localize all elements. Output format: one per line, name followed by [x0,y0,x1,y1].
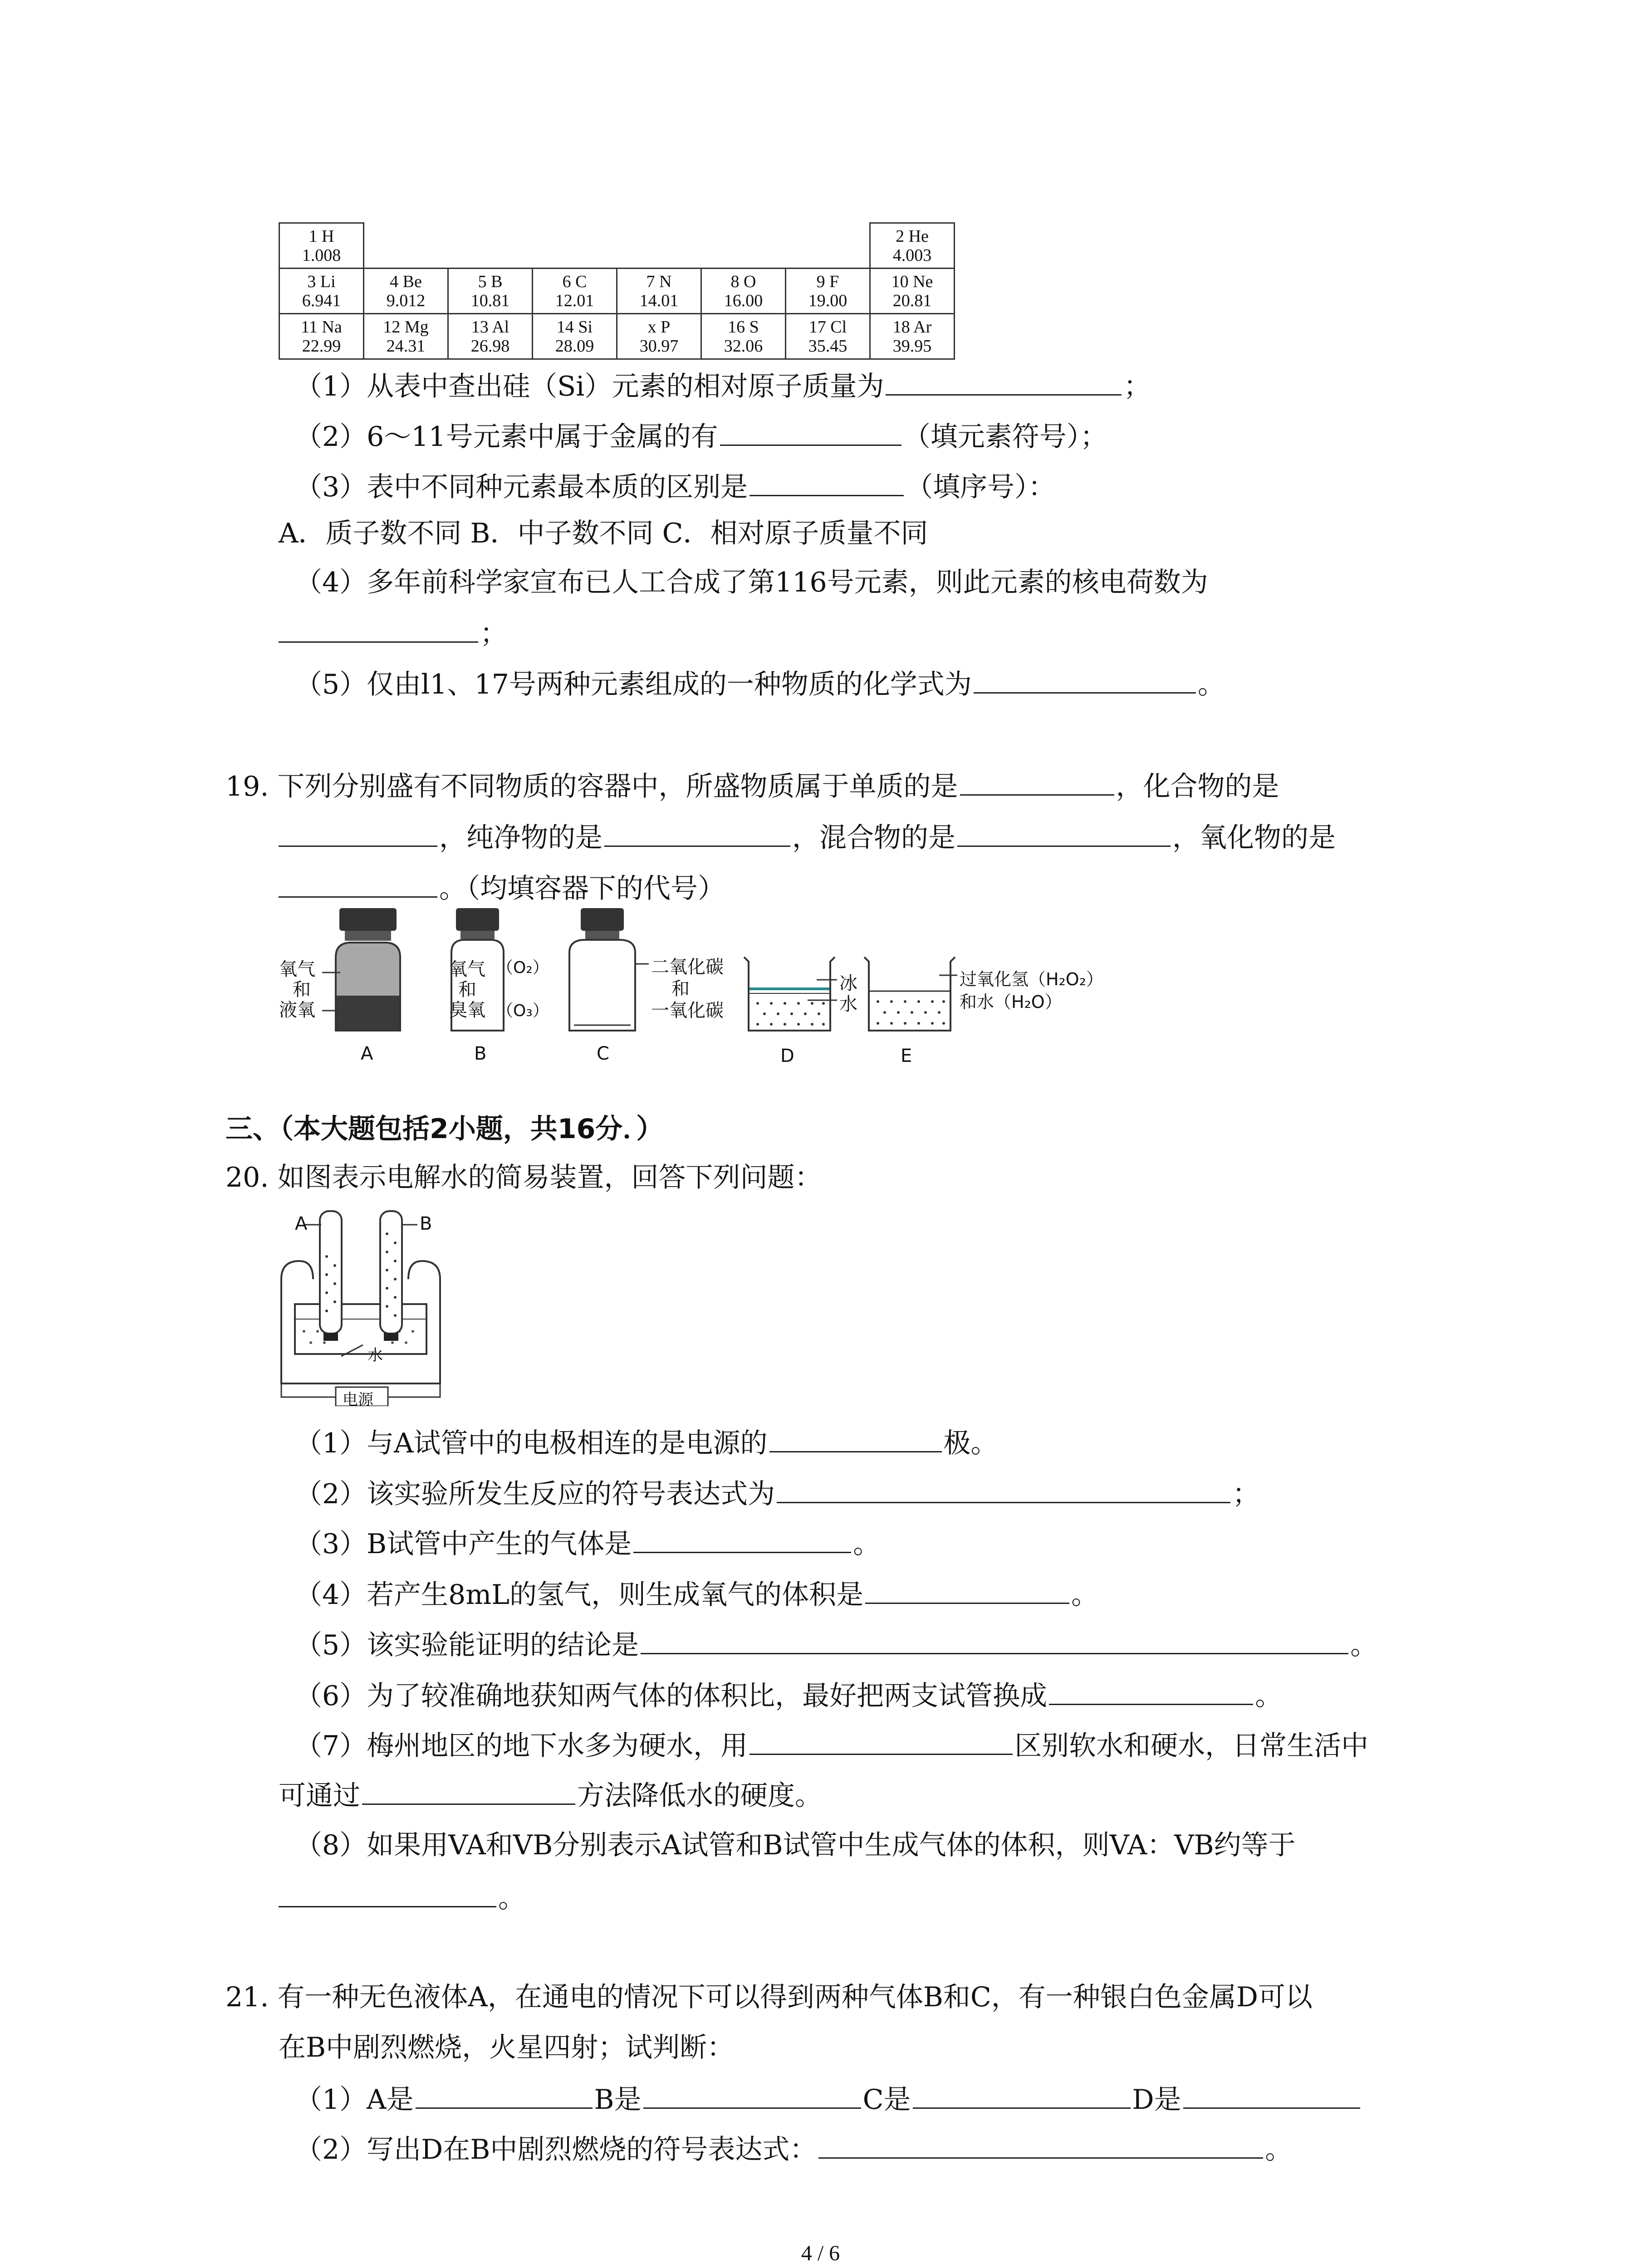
answer-blank[interactable] [643,2082,861,2109]
label-c1: 二氧化碳 [651,957,724,978]
q20-part1: （1）与A试管中的电极相连的是电源的 极。 [295,1426,998,1460]
label-a: A [361,1043,373,1064]
answer-blank[interactable] [633,1526,851,1553]
answer-blank[interactable] [1183,2082,1360,2109]
element-cell: 7 N 14.01 [617,269,701,314]
tube-a [320,1211,342,1341]
bottle-a [322,908,400,1031]
element-cell: 4 Be 9.012 [364,269,448,314]
q19-line1: 19. 下列分别盛有不同物质的容器中，所盛物质属于单质的是 ，化合物的是 [225,769,1279,803]
label-power: 电源 [343,1391,373,1409]
q18-part1: （1）从表中查出硅（Si）元素的相对原子质量为 ； [295,369,1151,403]
q20-part4: （4）若产生8mL的氢气，则生成氧气的体积是 。 [295,1577,1098,1611]
answer-blank[interactable] [886,369,1122,396]
q20-intro: 20. 如图表示电解水的简易装置，回答下列问题： [225,1162,822,1193]
bottle-c [569,908,649,1031]
q21-part1: （1）A是 B是 C是 D是 [295,2082,1362,2116]
answer-blank[interactable] [720,419,901,446]
label-a1: 氧气 [279,959,315,980]
label-water: 水 [367,1346,383,1364]
element-cell: 8 O 16.00 [701,269,786,314]
beaker-d [744,957,837,1031]
answer-blank[interactable] [777,1476,1230,1503]
q18-part4-answer: ； [279,616,507,650]
label-tube-b: B [420,1213,432,1234]
element-cell: 14 Si 28.09 [533,314,617,359]
answer-blank[interactable] [818,2132,1263,2159]
element-cell: 18 Ar 39.95 [870,314,955,359]
label-e: E [901,1046,912,1066]
element-cell: 10 Ne 20.81 [870,269,955,314]
q20-part2: （2）该实验所发生反应的符号表达式为 ； [295,1476,1259,1510]
element-cell: 6 C 12.01 [533,269,617,314]
q20-part3: （3）B试管中产生的气体是 。 [295,1526,880,1560]
element-cell: 9 F 19.00 [786,269,870,314]
label-b5: （O₃） [497,1002,549,1020]
section-heading: 三、（本大题包括2小题，共16分．） [225,1113,664,1145]
q20-part8-answer: 。 [279,1881,525,1915]
label-b1: 氧气 [449,959,485,980]
q18-part3: （3）表中不同种元素最本质的区别是 （填序号）： [295,469,1055,503]
element-cell: 11 Na 22.99 [279,314,364,359]
label-b4: （O₂） [497,958,549,977]
label-c3: 一氧化碳 [651,1000,724,1021]
element-cell: 13 Al 26.98 [448,314,533,359]
element-cell: 17 Cl 35.45 [786,314,870,359]
label-b2: 和 [458,979,476,1000]
label-d1: 冰 [839,973,857,994]
q19-line2: ，纯净物的是 ，混合物的是 ，氧化物的是 [279,820,1336,854]
answer-blank[interactable] [604,820,790,847]
label-c2: 和 [671,978,690,999]
beaker-e [864,957,957,1031]
element-cell: 12 Mg 24.31 [364,314,448,359]
answer-blank[interactable] [1049,1678,1253,1705]
answer-blank[interactable] [362,1778,575,1805]
answer-blank[interactable] [641,1628,1348,1654]
q18-options: A．质子数不同 B．中子数不同 C．相对原子质量不同 [279,518,928,549]
q20-part7-cont: 可通过 方法降低水的硬度。 [279,1778,822,1812]
element-cell: 1 H 1.008 [279,223,364,269]
label-d2: 水 [839,994,857,1015]
label-b3: 臭氧 [449,1000,485,1021]
label-b: B [474,1043,487,1064]
answer-blank[interactable] [749,469,904,496]
q18-part4: （4）多年前科学家宣布已人工合成了第116号元素，则此元素的核电荷数为 [295,567,1208,598]
label-a2: 和 [293,979,311,1000]
q20-part8: （8）如果用VA和VB分别表示A试管和B试管中生成气体的体积，则VA：VB约等于 [295,1829,1296,1861]
periodic-table [279,222,955,360]
answer-blank[interactable] [913,2082,1131,2109]
element-cell: 3 Li 6.941 [279,269,364,314]
answer-blank[interactable] [960,769,1114,796]
answer-blank[interactable] [279,1881,496,1907]
element-cell: 5 B 10.81 [448,269,533,314]
q18-part2: （2）6～11号元素中属于金属的有 （填元素符号）； [295,419,1107,453]
answer-blank[interactable] [769,1426,942,1452]
q21-part2: （2）写出D在B中剧烈燃烧的符号表达式： 。 [295,2132,1292,2166]
label-e1: 过氧化氢（H₂O₂） [960,969,1103,989]
answer-blank[interactable] [974,667,1196,694]
q21-line1: 21. 有一种无色液体A，在通电的情况下可以得到两种气体B和C，有一种银白色金属D可以 [225,1981,1313,2013]
label-tube-a: A [295,1213,308,1234]
answer-blank[interactable] [416,2082,593,2109]
answer-blank[interactable] [279,820,437,847]
answer-blank[interactable] [749,1728,1013,1755]
label-c: C [597,1043,609,1064]
label-d: D [780,1046,794,1066]
electrolysis-figure [272,1207,463,1406]
answer-blank[interactable] [279,871,437,898]
page-number: 4 / 6 [801,2241,840,2265]
tube-b [380,1211,402,1341]
q18-part5: （5）仅由l1、17号两种元素组成的一种物质的化学式为 。 [295,667,1225,701]
answer-blank[interactable] [279,616,478,643]
answer-blank[interactable] [957,820,1171,847]
element-cell: 16 S 32.06 [701,314,786,359]
q20-part7: （7）梅州地区的地下水多为硬水，用 区别软水和硬水，日常生活中 [295,1728,1368,1762]
label-a3: 液氧 [279,1000,315,1021]
q20-part5: （5）该实验能证明的结论是 。 [295,1628,1377,1662]
q20-part6: （6）为了较准确地获知两气体的体积比，最好把两支试管换成 。 [295,1678,1282,1712]
element-cell: x P 30.97 [617,314,701,359]
q21-line2: 在B中剧烈燃烧，火星四射；试判断： [279,2032,735,2063]
element-cell: 2 He 4.003 [870,223,955,269]
q19-line3: 。（均填容器下的代号） [279,871,725,905]
answer-blank[interactable] [865,1577,1069,1604]
label-e2: 和水（H₂O） [960,992,1062,1012]
